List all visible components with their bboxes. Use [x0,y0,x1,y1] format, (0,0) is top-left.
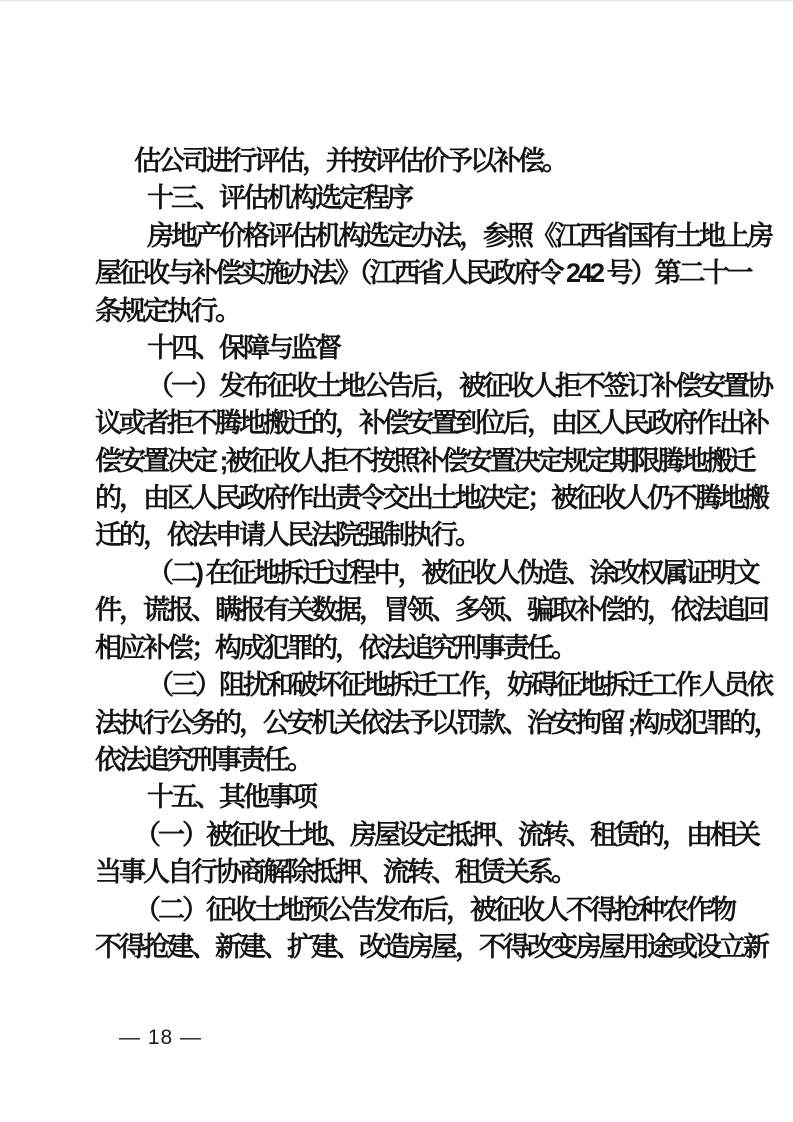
text-line: 不得抢建、新建、扩建、改造房屋，不得改变房屋用途或设立新 [95,932,767,963]
text-line: （二）征收土地预公告发布后，被征收人不得抢种农作物 [134,894,734,925]
text-line: （二) 在征地拆迁过程中，被征收人伪造、涂改权属证明文 [147,557,758,588]
text-line: 依法追究刑事责任。 [95,745,311,775]
text-line: 相应补偿；构成犯罪的，依法追究刑事责任。 [95,632,575,663]
section-heading: 十三、评估机构选定程序 [147,183,411,214]
text-line: 估公司进行评估，并按评估价予以补偿。 [134,146,566,176]
text-line: 屋征收与补偿实施办法》（江西省人民政府令 242 号）第二十一 [95,258,751,289]
text-line: 迁的，依法申请人民法院强制执行。 [95,520,479,551]
section-heading: 十四、保障与监督 [147,333,339,364]
text-line: （一）发布征收土地公告后，被征收人拒不签订补偿安置协 [147,370,771,401]
text-line: 的，由区人民政府作出责令交出土地决定；被征收人仍不腾地搬 [95,482,767,513]
text-line: 条规定执行。 [95,295,239,326]
text-line: 偿安置决定 ;被征收人拒不按照补偿安置决定规定期限腾地搬迁 [95,445,754,476]
page-number: — 18 — [119,1026,203,1049]
text-line: （三）阻扰和破坏征地拆迁工作，妨碍征地拆迁工作人员依 [147,670,771,701]
text-line: （一）被征收土地、房屋设定抵押、流转、租赁的，由相关 [134,819,758,850]
text-line: 法执行公务的，公安机关依法予以罚款、治安拘留 ;构成犯罪的， [95,707,778,738]
text-line: 房地产价格评估机构选定办法，参照《江西省国有土地上房 [147,220,771,251]
text-line: 件，谎报、瞒报有关数据，冒领、多领、骗取补偿的，依法追回 [95,595,767,626]
text-line: 当事人自行协商解除抵押、流转、租赁关系。 [95,857,575,888]
document-body [95,143,778,967]
scan-edge-artifact [0,0,793,2]
section-heading: 十五、其他事项 [147,782,315,813]
text-line: 议或者拒不腾地搬迁的，补偿安置到位后，由区人民政府作出补 [95,408,767,439]
